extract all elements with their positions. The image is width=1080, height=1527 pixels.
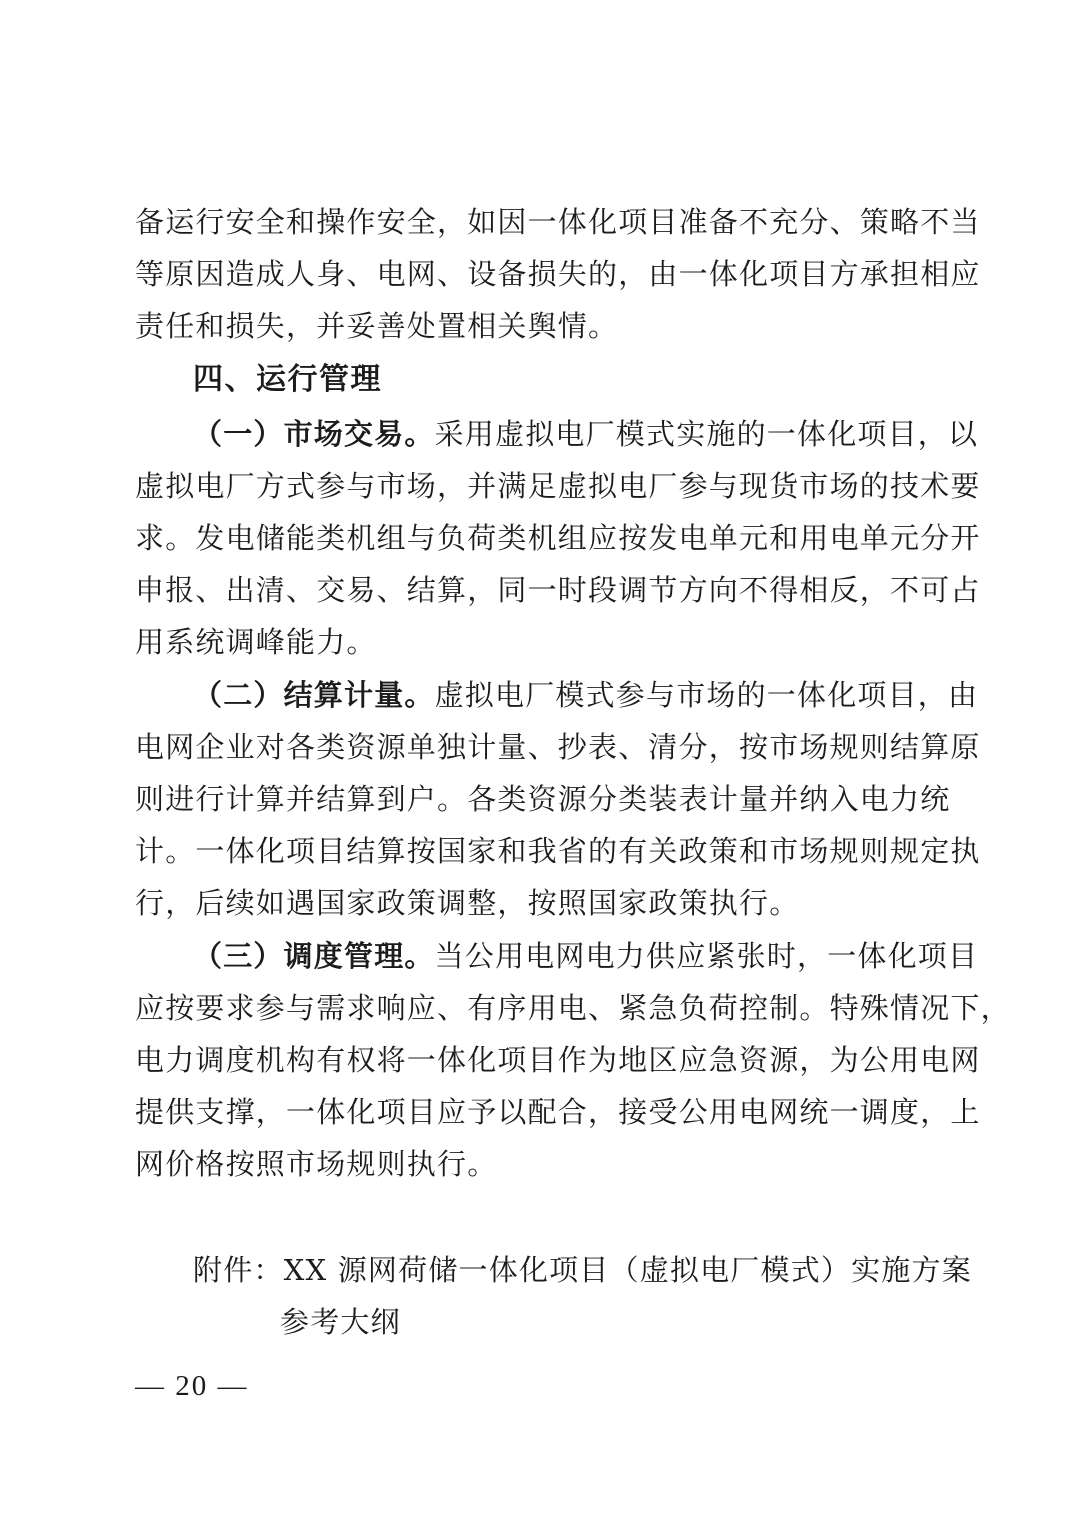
text-line: 电网企业对各类资源单独计量、抄表、清分，按市场规则结算原 bbox=[135, 730, 981, 764]
subsection-label: （三）调度管理。 bbox=[193, 939, 435, 973]
text-segment: 虚拟电厂模式参与市场的一体化项目，由 bbox=[434, 678, 979, 712]
subsection-label: （一）市场交易。 bbox=[193, 417, 435, 451]
paragraph-dispatch bbox=[135, 930, 1011, 1190]
text-line bbox=[135, 408, 979, 460]
text-line: 网价格按照市场规则执行。 bbox=[135, 1147, 498, 1181]
text-line: 提供支撑，一体化项目应予以配合，接受公用电网统一调度，上 bbox=[135, 1095, 981, 1129]
text-line: 电力调度机构有权将一体化项目作为地区应急资源，为公用电网 bbox=[135, 1043, 981, 1077]
text-line: 应按要求参与需求响应、有序用电、紧急负荷控制。特殊情况下， bbox=[135, 991, 1011, 1025]
text-line: 备运行安全和操作安全，如因一体化项目准备不充分、策略不当 bbox=[135, 205, 981, 239]
attachment-title: 附件：XX 源网荷储一体化项目（虚拟电厂模式）实施方案 bbox=[193, 1253, 972, 1287]
attachment-title-continued: 参考大纲 bbox=[280, 1305, 401, 1339]
text-line: 申报、出清、交易、结算，同一时段调节方向不得相反，不可占 bbox=[135, 573, 981, 607]
paragraph-intro bbox=[135, 196, 981, 352]
text-segment: 采用虚拟电厂模式实施的一体化项目，以 bbox=[434, 417, 979, 451]
text-line: 虚拟电厂方式参与市场，并满足虚拟电厂参与现货市场的技术要 bbox=[135, 469, 981, 503]
text-segment: 当公用电网电力供应紧张时，一体化项目 bbox=[434, 939, 979, 973]
text-line: 责任和损失，并妥善处置相关舆情。 bbox=[135, 309, 619, 343]
text-line: 用系统调峰能力。 bbox=[135, 625, 377, 659]
text-line bbox=[135, 930, 979, 982]
paragraph-settlement bbox=[135, 669, 981, 929]
attachment-note bbox=[193, 1244, 972, 1348]
text-line: 等原因造成人身、电网、设备损失的，由一体化项目方承担相应 bbox=[135, 257, 981, 291]
text-line: 计。一体化项目结算按国家和我省的有关政策和市场规则规定执 bbox=[135, 834, 981, 868]
text-line: 行，后续如遇国家政策调整，按照国家政策执行。 bbox=[135, 886, 800, 920]
section-heading: 四、运行管理 bbox=[193, 362, 382, 397]
paragraph-market-trading bbox=[135, 408, 981, 668]
subsection-label: （二）结算计量。 bbox=[193, 678, 435, 712]
text-line: 则进行计算并结算到户。各类资源分类装表计量并纳入电力统 bbox=[135, 782, 951, 816]
text-line bbox=[135, 669, 979, 721]
text-line: 求。发电储能类机组与负荷类机组应按发电单元和用电单元分开 bbox=[135, 521, 981, 555]
page-number: — 20 — bbox=[135, 1370, 249, 1402]
